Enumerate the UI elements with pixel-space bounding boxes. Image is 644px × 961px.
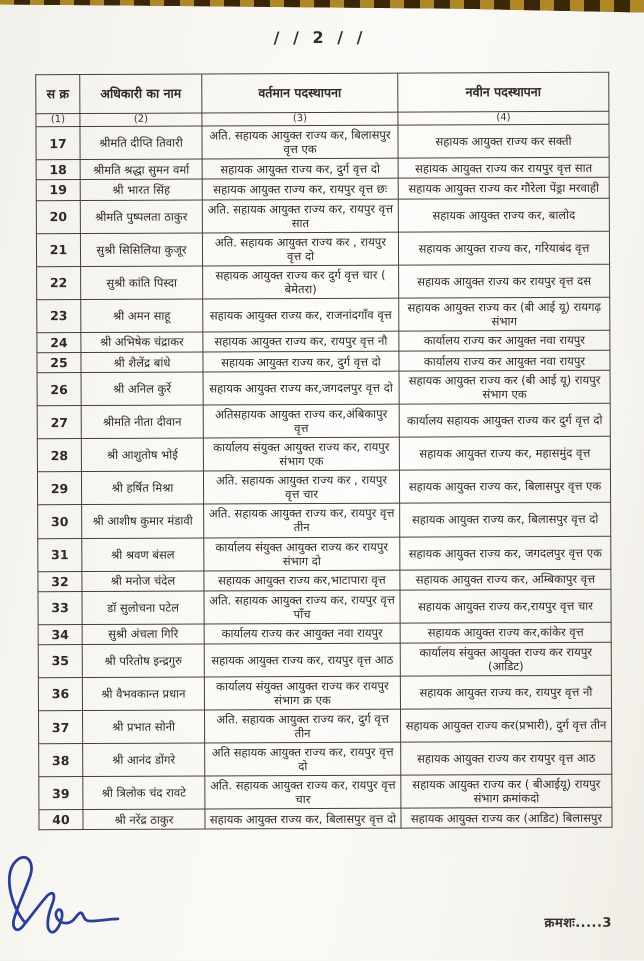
table-row bbox=[37, 371, 610, 407]
table-row bbox=[36, 157, 609, 180]
header-new-posting: नवीन पदस्थापना bbox=[398, 72, 609, 112]
table-row bbox=[38, 622, 611, 645]
cell-current-posting: अति. सहायक आयुक्त राज्य कर, रायपुर वृत्त चार bbox=[205, 775, 401, 809]
cell-officer-name: श्री प्रभात सोनी bbox=[83, 710, 205, 744]
table-row bbox=[39, 708, 612, 744]
cell-serial: 35 bbox=[38, 645, 82, 678]
table-row bbox=[36, 124, 609, 160]
table-header-row bbox=[36, 72, 609, 113]
cell-serial: 20 bbox=[36, 200, 80, 233]
table-row bbox=[38, 642, 611, 678]
cell-serial: 28 bbox=[37, 439, 81, 472]
cell-officer-name: श्री नरेंद्र ठाकुर bbox=[83, 809, 205, 830]
cell-serial: 18 bbox=[36, 160, 80, 180]
cell-new-posting: सहायक आयुक्त राज्य कर, बिलासपुर वृत्त दो bbox=[400, 503, 611, 537]
cell-new-posting: सहायक आयुक्त राज्य कर, बालोद bbox=[398, 198, 609, 232]
cell-current-posting: सहायक आयुक्त राज्य कर, दुर्ग वृत्त दो bbox=[202, 158, 398, 179]
col-number-2: (2) bbox=[80, 113, 202, 127]
cell-new-posting: सहायक आयुक्त राज्य कर(प्रभारी), दुर्ग वृत्त तीन bbox=[401, 708, 612, 742]
cell-officer-name: श्रीमति दीप्ति तिवारी bbox=[80, 126, 202, 160]
header-current-posting: वर्तमान पदस्थापना bbox=[202, 73, 398, 113]
cell-new-posting: सहायक आयुक्त राज्य कर,रायपुर वृत्त चार bbox=[400, 589, 611, 623]
cell-current-posting: कार्यालय राज्य कर आयुक्त नवा रायपुर bbox=[204, 623, 400, 644]
cell-officer-name: श्री आनंद डोंगरे bbox=[83, 743, 205, 777]
table-row bbox=[37, 264, 610, 300]
cell-current-posting: सहायक आयुक्त राज्य कर दुर्ग वृत्त चार ( बेमेतरा) bbox=[203, 265, 399, 299]
cell-new-posting: सहायक आयुक्त राज्य कर गौरेला पेंड्रा मरवाही bbox=[398, 178, 609, 199]
signature-ink bbox=[2, 843, 122, 956]
cell-officer-name: डॉ सुलोचना पटेल bbox=[82, 591, 204, 625]
cell-serial: 23 bbox=[37, 299, 81, 332]
cell-current-posting: अति सहायक आयुक्त राज्य कर, रायपुर वृत्त दो bbox=[205, 742, 401, 776]
table-row bbox=[37, 330, 610, 353]
page-number: / / 2 / / bbox=[273, 27, 367, 48]
cell-officer-name: श्री आशुतोष भोई bbox=[81, 438, 203, 472]
table-row bbox=[38, 536, 611, 572]
cell-serial: 39 bbox=[39, 777, 83, 810]
cell-officer-name: श्रीमति नीता दीवान bbox=[81, 405, 203, 439]
cell-officer-name: सुश्री सिसिलिया कुजूर bbox=[80, 233, 202, 267]
header-serial: स क्र bbox=[36, 75, 80, 114]
cell-current-posting: कार्यालय संयुक्त आयुक्त राज्य कर रायपुर संभाग क्र एक bbox=[204, 676, 400, 710]
cell-serial: 31 bbox=[38, 538, 82, 571]
cell-current-posting: अति. सहायक आयुक्त राज्य कर, दुर्ग वृत्त तीन bbox=[205, 709, 401, 743]
cell-current-posting: सहायक आयुक्त राज्य कर,जगदलपुर वृत्त दो bbox=[203, 372, 399, 406]
cell-serial: 33 bbox=[38, 591, 82, 624]
cell-serial: 29 bbox=[37, 472, 81, 505]
cell-officer-name: श्री वैभवकान्त प्रधान bbox=[82, 677, 204, 711]
cell-new-posting: सहायक आयुक्त राज्य कर (आडिट) बिलासपुर bbox=[401, 807, 612, 828]
cell-serial: 27 bbox=[37, 406, 81, 439]
cell-new-posting: सहायक आयुक्त राज्य कर, रायपुर वृत्त नौ bbox=[400, 675, 611, 709]
cell-current-posting: सहायक आयुक्त राज्य कर, राजनांदगाँव वृत्त bbox=[203, 298, 399, 332]
cell-current-posting: अति. सहायक आयुक्त राज्य कर , रायपुर वृत्त चार bbox=[203, 471, 399, 505]
cell-current-posting: सहायक आयुक्त राज्य कर, रायपुर वृत्त छः bbox=[202, 179, 398, 200]
cell-new-posting: सहायक आयुक्त राज्य कर, बिलासपुर वृत्त एक bbox=[399, 470, 610, 504]
cell-new-posting: सहायक आयुक्त राज्य कर सक्ती bbox=[398, 124, 609, 158]
cell-officer-name: श्रीमति श्रद्धा सुमन वर्मा bbox=[80, 159, 202, 180]
table-row bbox=[37, 404, 610, 440]
cell-new-posting: कार्यालय राज्य कर आयुक्त नवा रायपुर bbox=[399, 350, 610, 371]
cell-current-posting: अति. सहायक आयुक्त राज्य कर , रायपुर वृत्त दो bbox=[202, 232, 398, 266]
officer-transfer-table bbox=[35, 72, 612, 831]
cell-officer-name: श्री मनोज चंदेल bbox=[82, 571, 204, 592]
officer-table-body bbox=[36, 124, 612, 830]
cell-new-posting: सहायक आयुक्त राज्य कर रायपुर वृत्त आठ bbox=[401, 741, 612, 775]
cell-new-posting: सहायक आयुक्त राज्य कर रायपुर वृत्त सात bbox=[398, 157, 609, 178]
cell-serial: 22 bbox=[37, 266, 81, 299]
cell-current-posting: कार्यालय संयुक्त आयुक्त राज्य कर रायपुर संभाग दो bbox=[204, 537, 400, 571]
table-row bbox=[39, 774, 612, 810]
cell-new-posting: सहायक आयुक्त राज्य कर,कांकेर वृत्त bbox=[400, 622, 611, 643]
cell-officer-name: श्री त्रिलोक चंद रावटे bbox=[83, 776, 205, 810]
cell-new-posting: सहायक आयुक्त राज्य कर, महासमुंद वृत्त bbox=[399, 437, 610, 471]
cell-new-posting: सहायक आयुक्त राज्य कर, गरियाबंद वृत्त bbox=[398, 231, 609, 265]
col-number-4: (4) bbox=[398, 111, 609, 125]
cell-serial: 19 bbox=[36, 180, 80, 200]
cell-officer-name: श्री अभिषेक चंद्राकर bbox=[81, 332, 203, 353]
table-row bbox=[37, 297, 610, 333]
cell-current-posting: सहायक आयुक्त राज्य कर, दुर्ग वृत्त दो bbox=[203, 351, 399, 372]
cell-current-posting: सहायक आयुक्त राज्य कर, रायपुर वृत्त नौ bbox=[203, 331, 399, 352]
cell-new-posting: सहायक आयुक्त राज्य कर (बी आई यू) रायगढ़ संभाग bbox=[399, 297, 610, 331]
cell-serial: 17 bbox=[36, 127, 80, 160]
cell-officer-name: श्री श्रवण बंसल bbox=[82, 538, 204, 572]
table-row bbox=[39, 741, 612, 777]
cell-serial: 34 bbox=[38, 624, 82, 644]
table-row bbox=[36, 198, 609, 234]
col-number-3: (3) bbox=[202, 112, 398, 126]
table-row bbox=[39, 807, 612, 830]
cell-current-posting: अति. सहायक आयुक्त राज्य कर, रायपुर वृत्त पाँच bbox=[204, 590, 400, 624]
table-row bbox=[37, 437, 610, 473]
cell-serial: 21 bbox=[36, 233, 80, 266]
table-row bbox=[38, 675, 611, 711]
cell-current-posting: सहायक आयुक्त राज्य कर, रायपुर वृत्त आठ bbox=[204, 643, 400, 677]
table-row bbox=[36, 231, 609, 267]
cell-current-posting: अति. सहायक आयुक्त राज्य कर, रायपुर वृत्त तीन bbox=[204, 504, 400, 538]
cell-officer-name: श्री हर्षित मिश्रा bbox=[81, 471, 203, 505]
cell-current-posting: कार्यालय संयुक्त आयुक्त राज्य कर, रायपुर संभाग एक bbox=[203, 438, 399, 472]
cell-officer-name: श्री अमन साहू bbox=[81, 299, 203, 333]
cell-new-posting: सहायक आयुक्त राज्य कर (बी आई यू) रायपुर संभाग एक bbox=[399, 371, 610, 405]
cell-current-posting: अति. सहायक आयुक्त राज्य कर, रायपुर वृत्त सात bbox=[202, 199, 398, 233]
cell-officer-name: श्री आशीष कुमार मंडावी bbox=[82, 504, 204, 538]
cell-officer-name: सुश्री अंचला गिरि bbox=[82, 624, 204, 645]
table-row bbox=[38, 503, 611, 539]
table-row bbox=[38, 589, 611, 625]
cell-officer-name: श्री अनिल कुर्रे bbox=[81, 372, 203, 406]
cell-serial: 36 bbox=[38, 678, 82, 711]
cell-officer-name: सुश्री कांति पिस्दा bbox=[81, 266, 203, 300]
header-officer-name: अधिकारी का नाम bbox=[80, 74, 202, 114]
cell-officer-name: श्रीमति पुष्पलता ठाकुर bbox=[80, 200, 202, 234]
col-number-1: (1) bbox=[36, 114, 80, 127]
cell-officer-name: श्री परितोष इन्द्रगुरु bbox=[82, 644, 204, 678]
cell-serial: 25 bbox=[37, 353, 81, 373]
cell-new-posting: सहायक आयुक्त राज्य कर, जगदलपुर वृत्त एक bbox=[400, 536, 611, 570]
cell-current-posting: सहायक आयुक्त राज्य कर, बिलासपुर वृत्त दो bbox=[205, 808, 401, 829]
cell-current-posting: अतिसहायक आयुक्त राज्य कर,अंबिकापुर वृत्त bbox=[203, 405, 399, 439]
cell-officer-name: श्री शैलेंद्र बांधे bbox=[81, 352, 203, 373]
cell-serial: 38 bbox=[39, 744, 83, 777]
cell-serial: 26 bbox=[37, 373, 81, 406]
cell-serial: 37 bbox=[39, 711, 83, 744]
cell-current-posting: अति. सहायक आयुक्त राज्य कर, बिलासपुर वृत्त एक bbox=[202, 125, 398, 159]
table-row bbox=[37, 470, 610, 506]
cell-serial: 24 bbox=[37, 332, 81, 352]
cell-serial: 32 bbox=[38, 571, 82, 591]
cell-new-posting: कार्यालय सहायक आयुक्त राज्य कर दुर्ग वृत्त दो bbox=[399, 404, 610, 438]
cell-officer-name: श्री भारत सिंह bbox=[80, 179, 202, 200]
cell-current-posting: सहायक आयुक्त राज्य कर,भाटापारा वृत्त bbox=[204, 570, 400, 591]
cell-new-posting: सहायक आयुक्त राज्य कर रायपुर वृत्त दस bbox=[399, 264, 610, 298]
cell-serial: 30 bbox=[38, 505, 82, 538]
table-row bbox=[37, 350, 610, 373]
cell-new-posting: कार्यालय संयुक्त आयुक्त राज्य कर रायपुर (आडिट) bbox=[400, 642, 611, 676]
table-row bbox=[38, 569, 611, 592]
cell-new-posting: कार्यालय राज्य कर आयुक्त नवा रायपुर bbox=[399, 330, 610, 351]
cell-new-posting: सहायक आयुक्त राज्य कर ( बीआईयू) रायपुर संभाग क्रमांकदो bbox=[401, 774, 612, 808]
cell-serial: 40 bbox=[39, 810, 83, 830]
continuation-note: क्रमशः.....3 bbox=[544, 915, 612, 932]
cell-new-posting: सहायक आयुक्त राज्य कर, अम्बिकापुर वृत्त bbox=[400, 569, 611, 590]
table-row bbox=[36, 178, 609, 201]
